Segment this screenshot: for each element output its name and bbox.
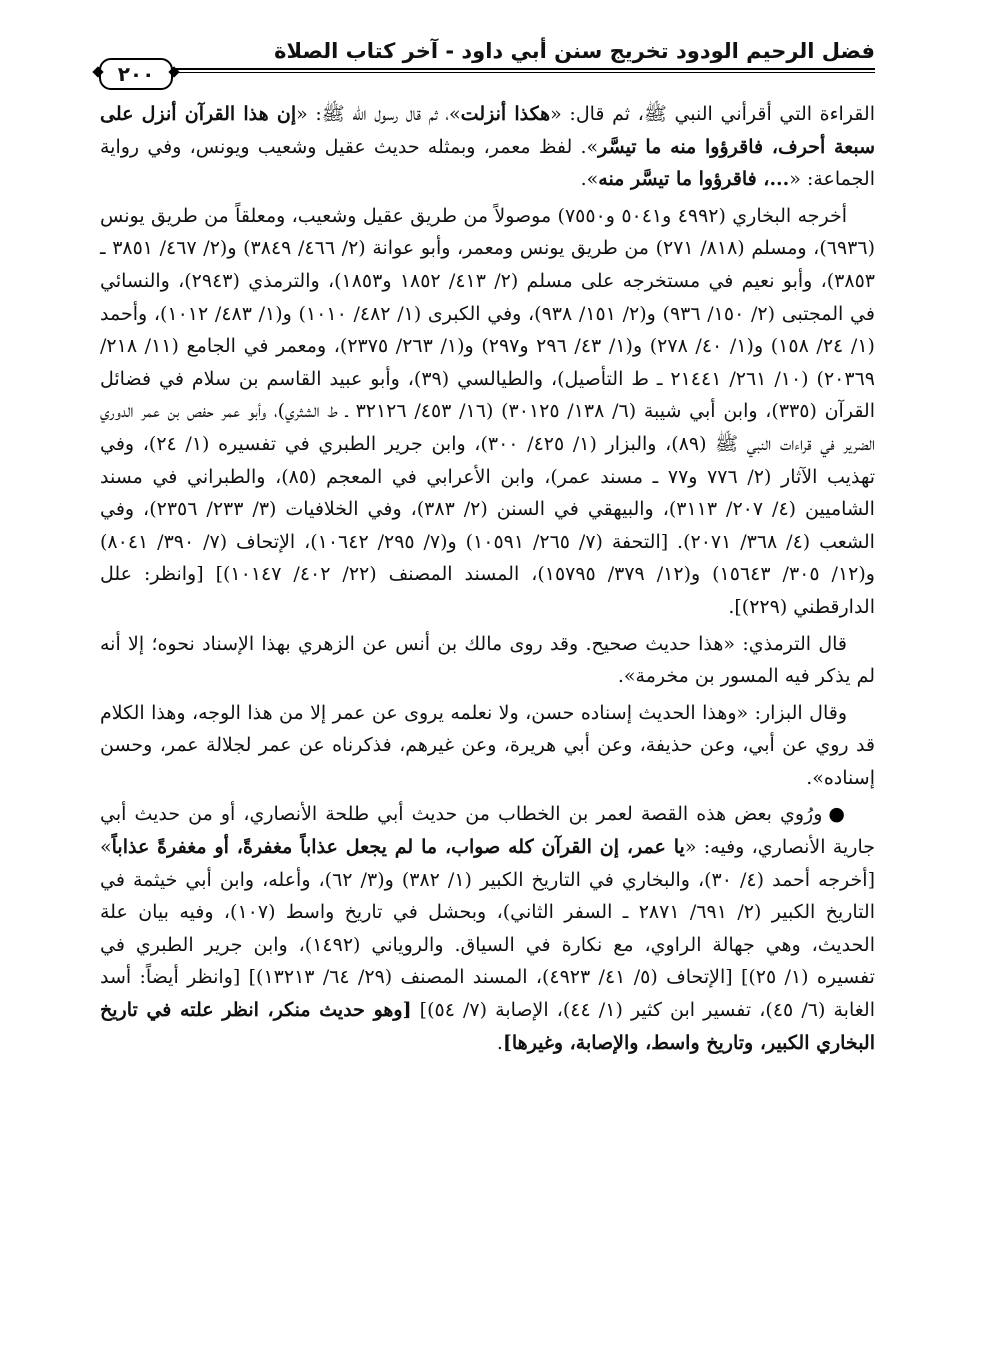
text-segment: ورُوي بعض هذه القصة لعمر بن الخطاب من حديث أبي طلحة الأنصاري، أو من حديث أبي جارية الأنصاري، وفيه: «: [100, 803, 875, 859]
text-segment: »، ثم قال رسول الله ﷺ: «: [296, 103, 461, 125]
running-header: [100, 24, 875, 62]
running-title: فضل الرحيم الودود تخريج سنن أبي داود - آخر كتاب الصلاة: [274, 39, 875, 63]
bold-verdict: [وهو حديث منكر، انظر علته في تاريخ البخاري الكبير، وتاريخ واسط، والإصابة، وغيرها]: [100, 999, 875, 1054]
paragraph-related-narration: [100, 798, 875, 1059]
page-body: [100, 98, 875, 1063]
paragraph-tirmidhi-comment: قال الترمذي: «هذا حديث صحيح. وقد روى مالك بن أنس عن الزهري بهذا الإسناد نحوه؛ إلا أنه لم يذكر فيه المسور بن مخرمة».: [100, 632, 875, 688]
page-number: ٢٠٠: [99, 58, 173, 90]
paragraph-takhrij: أخرجه البخاري (٤٩٩٢ و٥٠٤١ و٧٥٥٠) موصولاً من طريق عقيل وشعيب، ومعلقاً من طريق يونس (٦٩٣٦)، ومسلم (٨١٨/ ٢٧١) من طريق يونس ومعمر، وأبو عوانة (٢/ ٤٦٦/ ٣٨٤٩) و(٢/ ٤٦٧/ ٣٨٥١ ـ ٣٨٥٣)، وأبو نعيم في مستخرجه على مسلم (٢/ ٤١٣/ ١٨٥٢ و١٨٥٣)، والترمذي (٢٩٤٣)، والنسائي في المجتبى (٢/ ١٥٠/ ٩٣٦) و(٢/ ١٥١/ ٩٣٨)، وفي الكبرى (١/ ٤٨٢/ ١٠١٠) و(١/ ٤٨٣/ ١٠١٢)، وأحمد (١/ ٢٤/ ١٥٨) و(١/ ٤٠/ ٢٧٨) و(١/ ٤٣/ ٢٩٦ و٢٩٧) و(١/ ٢٦٣/ ٢٣٧٥)، ومعمر في الجامع (١١/ ٢١٨/ ٢٠٣٦٩) (١٠/ ٢٦١/ ٢١٤٤١ ـ ط التأصيل)، والطيالسي (٣٩)، وأبو عبيد القاسم بن سلام في فضائل القرآن (٣٣٥)، وابن أبي شيبة (٦/ ١٣٨/ ٣٠١٢٥) (١٦/ ٤٥٣/ ٣٢١٢٦ ـ ط الشثري)، وأبو عمر حفص بن عمر الدوري الضرير في قراءات النبي ﷺ (٨٩)، والبزار (١/ ٤٢٥/ ٣٠٠)، وابن جرير الطبري في تفسيره (١/ ٢٤)، وفي تهذيب الآثار (٢/ ٧٧٦ و٧٧ ـ مسند عمر)، وابن الأعرابي في المعجم (٨٥)، والطبراني في مسند الشاميين (٤/ ٢٠٧/ ٣١١٣)، والبيهقي في السنن (٢/ ٣٨٣)، وفي الخلافيات (٣/ ٢٣٣/ ٢٣٥٦)، وفي الشعب (٤/ ٣٦٨/ ٢٠٧١). [التحفة (٧/ ٢٦٥/ ١٠٥٩١) و(٧/ ٢٩٥/ ١٠٦٤٢)، الإتحاف (٧/ ٣٩٠/ ٨٠٤١) و(١٢/ ٣٠٥/ ١٥٦٤٣) و(١٢/ ٣٧٩/ ١٥٧٩٥)، المسند المصنف (٢٢/ ٤٠٢/ ١٠١٤٧)] [وانظر: علل الدارقطني (٢٢٩)].: [100, 204, 876, 618]
bold-quote: إن هذا القرآن أنزل على سبعة أحرف، فاقرؤوا منه ما تيسَّر: [100, 103, 876, 158]
header-rule-bottom: [100, 72, 875, 73]
text-segment: » [أخرجه أحمد (٤/ ٣٠)، والبخاري في التاريخ الكبير (١/ ٣٨٢) و(٣/ ٦٢)، وأعله، وابن أبي خيثمة في التاريخ الكبير (٢/ ٦٩١/ ٢٨٧١ ـ السفر الثاني)، وبحشل في تاريخ واسط (١٠٧)، وفيه بيان علة الحديث، وهي جهالة الراوي، مع نكارة في السياق. والروياني (١٤٩٢)، وابن جرير الطبري في تفسيره (١/ ٢٥)] [الإتحاف (٥/ ٤١/ ٤٩٢٣)، المسند المصنف (٢٩/ ٦٤/ ١٣٢١٣)] [وانظر أيضاً: أسد الغابة (٦/ ٤٥)، تفسير ابن كثير (١/ ٤٤)، الإصابة (٧/ ٥٤)]: [100, 836, 875, 1022]
text-segment: ». لفظ معمر، وبمثله حديث عقيل وشعيب ويونس، وفي رواية الجماعة: «: [100, 135, 875, 191]
bold-quote: يا عمر، إن القرآن كله صواب، ما لم يجعل عذاباً مغفرةً، أو مغفرةً عذاباً: [111, 836, 685, 859]
text-segment: ».: [580, 168, 599, 191]
paragraph-bazzar-comment: وقال البزار: «وهذا الحديث إسناده حسن، ولا نعلمه يروى عن عمر إلا من هذا الوجه، وهذا الكلام قد روي عن أبي، وعن حذيفة، وعن أبي هريرة، وعن غيرهم، فذكرناه عن عمر لجلالة عمر، وحسن إسناده».: [100, 701, 875, 789]
text-segment: .: [496, 1031, 503, 1054]
bold-quote: ...، فاقرؤوا ما تيسَّر منه: [598, 168, 790, 191]
bullet-icon: ●: [828, 803, 847, 826]
paragraph-hadith-text: [100, 98, 875, 196]
text-segment: القراءة التي أقرأني النبي ﷺ، ثم قال: «: [550, 103, 875, 125]
header-rule-top: [100, 68, 875, 70]
bold-quote: هكذا أنزلت: [460, 103, 551, 125]
